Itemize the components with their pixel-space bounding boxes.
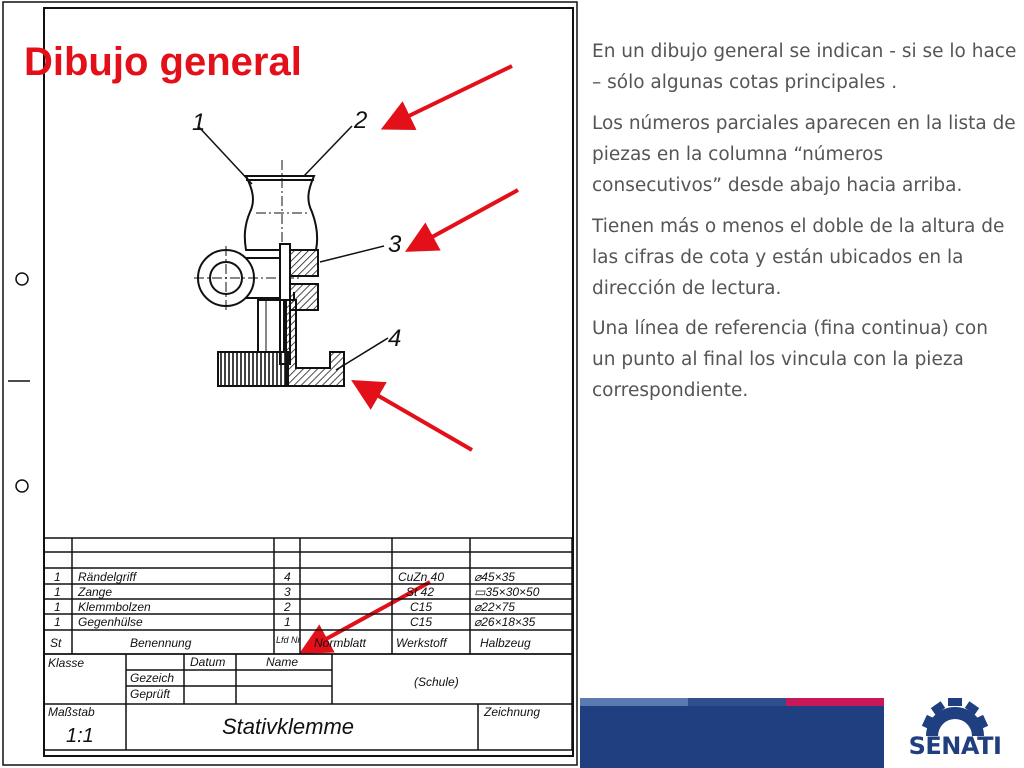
part-number-3: 3	[388, 231, 402, 258]
paragraph-4: Una línea de referencia (fina continua) con un punto al final los vincula con la pieza correspondiente.	[592, 318, 988, 401]
parts-row-3-name: Klemmbolzen	[78, 600, 151, 614]
parts-row-4-no: 1	[284, 615, 291, 629]
parts-row-4-qty: 1	[54, 615, 61, 629]
title-block-massstab-value: 1:1	[66, 725, 94, 747]
parts-header-lfd-nr: Lfd Nr	[276, 635, 301, 645]
part-number-4: 4	[388, 325, 402, 352]
title-block-zeichnung: Zeichnung	[484, 705, 541, 719]
parts-list-text	[50, 570, 540, 650]
title-block-gepruft: Geprüft	[130, 687, 171, 701]
parts-header-halbzeug: Halbzeug	[480, 636, 531, 650]
title-block-drawing-title: Stativklemme	[222, 714, 355, 739]
punch-hole-bottom	[16, 480, 28, 492]
title-block-gezeich: Gezeich	[130, 671, 175, 685]
parts-row-1-name: Rändelgriff	[78, 570, 137, 584]
parts-row-4-stock: ⌀26×18×35	[474, 615, 536, 629]
parts-header-st: St	[50, 636, 62, 650]
parts-row-2-material: St 42	[406, 585, 435, 599]
parts-header-benennung: Benennung	[130, 636, 192, 650]
senati-logo	[896, 696, 1014, 764]
title-block-schule: (Schule)	[414, 675, 459, 689]
parts-header-normblatt: Normblatt	[314, 636, 367, 650]
title-block-name: Name	[266, 655, 299, 669]
punch-hole-top	[16, 273, 28, 285]
footer-accent-bar-navy	[688, 698, 786, 706]
title-block-datum: Datum	[190, 655, 226, 669]
parts-row-4-name: Gegenhülse	[78, 615, 143, 629]
parts-header-werkstoff: Werkstoff	[396, 636, 447, 650]
parts-row-1-no: 4	[284, 570, 291, 584]
footer-accent-bar-magenta	[786, 698, 884, 706]
logo-text: SENATI	[908, 732, 1002, 760]
title-block-text	[48, 655, 540, 747]
parts-row-4-material: C15	[410, 615, 433, 629]
parts-row-2-stock: ▭35×30×50	[474, 585, 540, 599]
parts-row-3-qty: 1	[54, 600, 61, 614]
slide-title: Dibujo general	[24, 40, 302, 84]
red-arrow-base	[358, 384, 472, 450]
parts-row-1-stock: ⌀45×35	[474, 570, 515, 584]
title-block-klasse: Klasse	[48, 656, 85, 670]
paragraph-2: Los números parciales aparecen en la lista de piezas en la columna “números consecutivos” desde abajo hacia arriba.	[592, 113, 1016, 196]
footer-accent-bar-light	[580, 698, 688, 706]
parts-row-3-stock: ⌀22×75	[474, 600, 515, 614]
gear-icon	[896, 696, 1014, 736]
parts-row-2-qty: 1	[54, 585, 61, 599]
parts-row-1-material: CuZn 40	[398, 570, 445, 584]
part-number-2: 2	[354, 107, 368, 134]
title-block-massstab-label: Maßstab	[48, 705, 95, 719]
paragraph-1: En un dibujo general se indican - si se lo hace – sólo algunas cotas principales .	[592, 41, 1017, 93]
parts-row-3-no: 2	[284, 600, 291, 614]
part-number-1: 1	[192, 109, 206, 136]
parts-row-1-qty: 1	[54, 570, 61, 584]
red-arrow-3	[412, 190, 518, 248]
clamp-assembly-drawing	[194, 126, 388, 386]
parts-row-3-material: C15	[410, 600, 433, 614]
paragraph-3: Tienen más o menos el doble de la altura de las cifras de cota y están ubicados en la dirección de lectura.	[592, 216, 1005, 299]
red-arrow-2	[388, 66, 512, 126]
parts-row-2-name: Zange	[78, 585, 113, 599]
footer-navy-block	[580, 706, 884, 768]
parts-row-2-no: 3	[284, 585, 291, 599]
